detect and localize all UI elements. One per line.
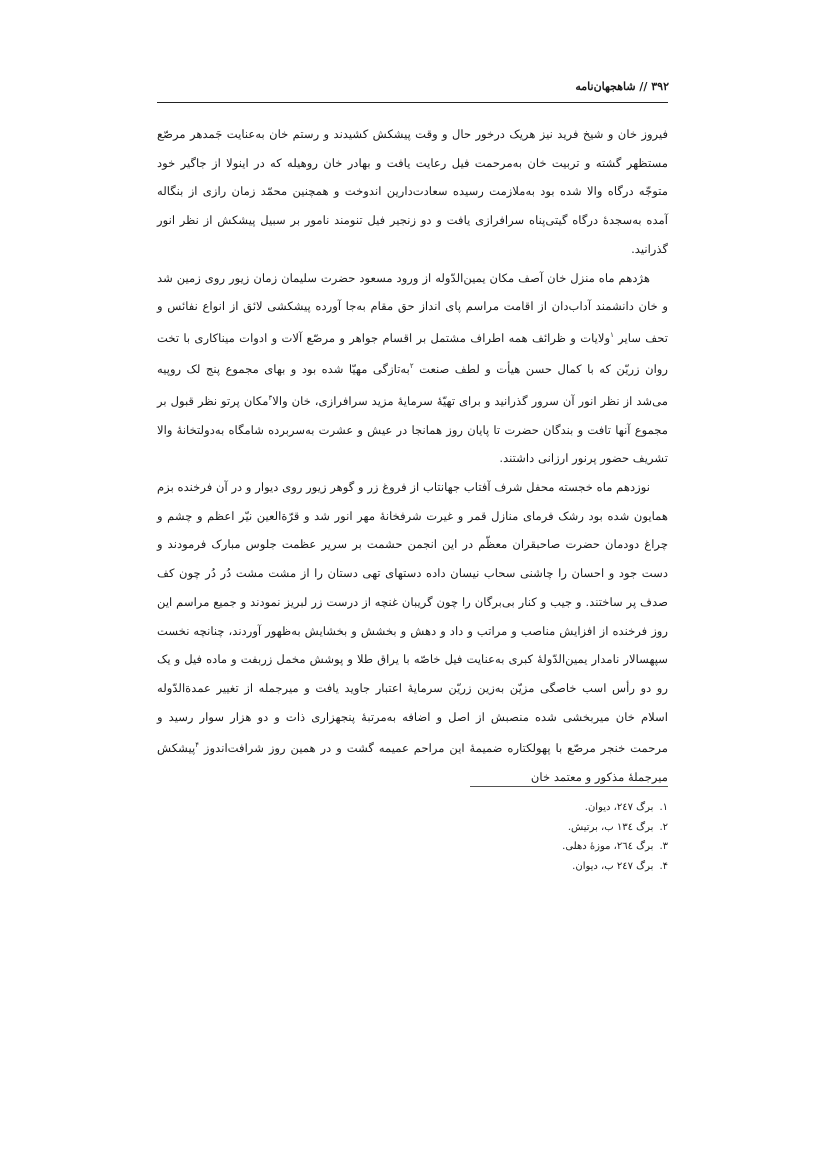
paragraph-1: فیروز خان و شیخ فرید نیز هریک درخور حال و وقت پیشکش کشیدند و رستم خان به‌عنایت جَمدهر مرصّع مستظهر گشته و تربیت خان به‌مرحمت فیل رعایت یافت و بهادر خان روهیله که در اینولا از جاگیر خود متوجّه درگاه والا شده بود به‌ملازمت رسیده سعادت‌دارین اندوخت و همچنین محمّد زمان رازی از بنگاله آمده به‌سجدهٔ درگاه گیتی‌پناه سرافرازی یافت و دو زنجیر فیل تنومند نامور بر سبیل پیشکش از نظر انور گذرانید. bbox=[157, 127, 668, 256]
footnote-number: ۱. bbox=[659, 802, 668, 813]
paragraph-2-part-d: مکان پرتو نظر قبول بر مجموع آنها تافت و بندگان حضرت تا پایان روز همانجا در عیش و عشرت به‌سربرده شامگاه به‌دولتخانهٔ والا تشریف حضور پرنور ارزانی داشتند. bbox=[157, 393, 668, 466]
footnote-2 bbox=[368, 818, 668, 838]
footnote-1 bbox=[368, 798, 668, 818]
footnote-4 bbox=[368, 857, 668, 877]
footnote-ref-4: ۴ bbox=[195, 741, 200, 750]
paragraph-3-part-b: پیشکش میرجملهٔ مذکور و معتمد خان bbox=[157, 741, 668, 784]
paragraph-3-part-a: نوزدهم ماه خجسته محفل شرف آفتاب جهانتاب از فروغ زر و گوهر زیور روی دیوار و در آن فرخنده بزم همایون شده بود رشک فرمای منازل قمر و غیرت شرفخانهٔ مهر انور شد و قرّةالعین نیّر اعظم و چشم و چراغ دودمان حضرت صاحبقران معظّم در این انجمن حشمت بر سریر عظمت جلوس مبارک فرمودند و دست جود و احسان را چاشنی سحاب نیسان داده دستهای تهی دستان را از مشت مشت دُر دُر چون کف صدف پر ساختند. و جیب و کنار بی‌برگان را چون گریبان غنچه از درست زر لبریز نمودند و جمیع مراسم این روز فرخنده از افزایش مناصب و مراتب و داد و دهش و بخشش و بخشایش به‌ظهور آوردند، چنانچه نخست سپهسالار نامدار یمین‌الدّولهٔ کبری به‌عنایت فیل خاصّه با یراق طلا و پوشش مخمل زربفت و ماده فیل و یک رو دو رأس اسب خاصگی مزیّن به‌زین زریّن سرمایهٔ اعتبار جاوید یافت و میرجمله از تغییر عمدةالدّوله اسلام خان میربخشی شده منصبش از اصل و اضافه به‌مرتبهٔ پنجهزاری ذات و دو هزار سوار رسید و مرحمت خنجر مرصّع با پهولکتاره ضمیمهٔ این مراحم عمیمه گشت و در همین روز شرافت‌اندوز bbox=[157, 480, 668, 756]
footnote-number: ۴. bbox=[659, 860, 668, 872]
paragraph-2-part-c: به‌تازگی مهیّا شده بود و بهای مجموع پنج لک روپیه می‌شد از نظر انور آن سرور گذرانید و برای تهیّهٔ سرمایهٔ مزید سرافرازی، خان والا bbox=[157, 362, 668, 408]
footnote-ref-1: ۱ bbox=[610, 330, 614, 339]
footnote-text: برگ ۱۳٤ ب، برتیش. bbox=[567, 821, 654, 833]
footnote-3 bbox=[368, 837, 668, 857]
footnote-number: ۳. bbox=[659, 841, 668, 852]
footnote-rule bbox=[470, 786, 668, 787]
paragraph-2 bbox=[157, 264, 668, 474]
footnotes bbox=[368, 798, 668, 876]
footnote-ref-2: ۲ bbox=[409, 362, 414, 371]
footnote-ref-3: ۳ bbox=[268, 394, 273, 403]
header-rule bbox=[157, 102, 668, 103]
footnote-text: برگ ۲٤۷، دیوان. bbox=[584, 802, 654, 813]
footnote-text: برگ ۲٦٤، موزهٔ دهلی. bbox=[562, 841, 654, 852]
paragraph-2-part-a: هژدهم ماه منزل خان آصف مکان یمین‌الدّوله از ورود مسعود حضرت سلیمان زمان زیور روی زمین شد و خان دانشمند آداب‌دان از اقامت مراسم پای انداز حق مقام به‌جا آورده پیشکشی لائق از انواع نفائس و تحف سایر bbox=[157, 270, 668, 345]
running-head: ۳۹۲ // شاهجهان‌نامه bbox=[575, 80, 669, 93]
paragraph-2-part-b: ولایات و ظرائف همه اطراف مشتمل بر اقسام جواهر و مرصّع آلات و ادوات میناکاری با تخت روان زریّن که با کمال حسن هیأت و لطف صنعت bbox=[157, 330, 669, 377]
footnote-number: ۲. bbox=[659, 821, 668, 833]
body-text bbox=[157, 120, 668, 792]
footnote-text: برگ ۲٤۷ ب، دیوان. bbox=[572, 860, 654, 872]
paragraph-3 bbox=[157, 473, 668, 792]
